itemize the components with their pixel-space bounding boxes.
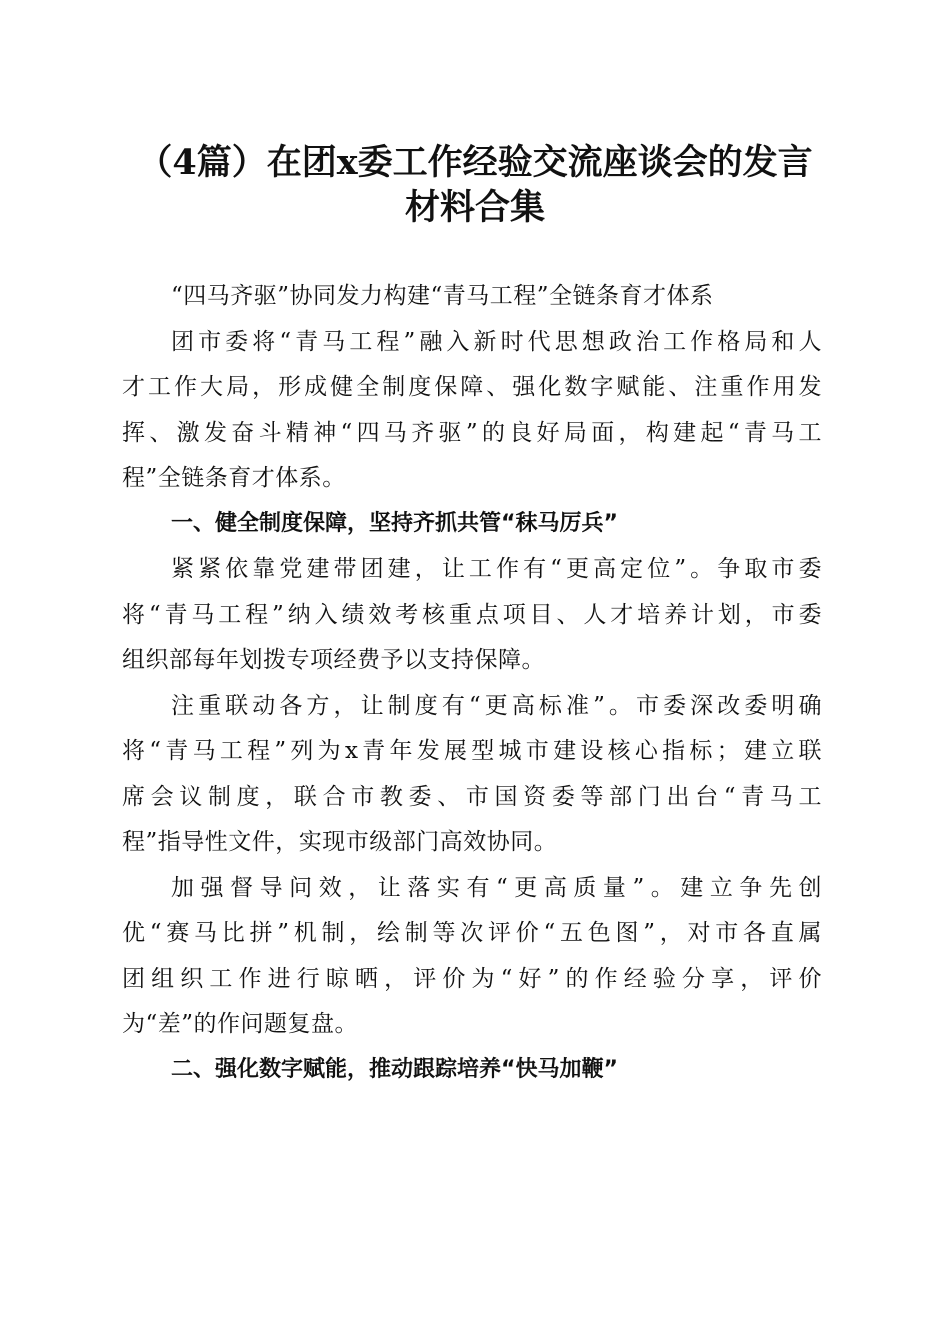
para-3-line-3: 团组织工作进行晾晒，评价为“好”的作经验分享，评价 — [122, 966, 822, 992]
para-2-line-2: 将“青马工程”列为x青年发展型城市建设核心指标；建立联 — [122, 738, 822, 764]
para-2-line-1: 注重联动各方，让制度有“更高标准”。市委深改委明确 — [171, 693, 822, 719]
para-3-line-4: 为“差”的作问题复盘。 — [122, 1011, 359, 1037]
intro-line-2: 才工作大局，形成健全制度保障、强化数字赋能、注重作用发 — [122, 374, 822, 400]
intro-line-4: 程”全链条育才体系。 — [122, 465, 346, 491]
intro-line-3: 挥、激发奋斗精神“四马齐驱”的良好局面，构建起“青马工 — [122, 420, 822, 446]
intro-line-1: 团市委将“青马工程”融入新时代思想政治工作格局和人 — [171, 329, 822, 355]
section-2-heading: 二、强化数字赋能，推动跟踪培养“快马加鞭” — [171, 1057, 618, 1082]
para-3-line-1: 加强督导问效，让落实有“更高质量”。建立争先创 — [171, 875, 822, 901]
section-1-heading: 一、健全制度保障，坚持齐抓共管“秣马厉兵” — [171, 511, 618, 536]
para-1-line-2: 将“青马工程”纳入绩效考核重点项目、人才培养计划，市委 — [122, 602, 822, 628]
document-title-line-1: （4篇）在团x委工作经验交流座谈会的发言 — [137, 142, 813, 183]
para-1-line-3: 组织部每年划拨专项经费予以支持保障。 — [122, 647, 545, 673]
section-subtitle: “四马齐驱”协同发力构建“青马工程”全链条育才体系 — [171, 283, 714, 309]
para-3-line-2: 优“赛马比拼”机制，绘制等次评价“五色图”，对市各直属 — [122, 920, 822, 946]
document-title-line-2: 材料合集 — [404, 187, 545, 228]
para-1-line-1: 紧紧依靠党建带团建，让工作有“更高定位”。争取市委 — [171, 556, 822, 582]
para-2-line-3: 席会议制度，联合市教委、市国资委等部门出台“青马工 — [122, 784, 822, 810]
para-2-line-4: 程”指导性文件，实现市级部门高效协同。 — [122, 829, 558, 855]
